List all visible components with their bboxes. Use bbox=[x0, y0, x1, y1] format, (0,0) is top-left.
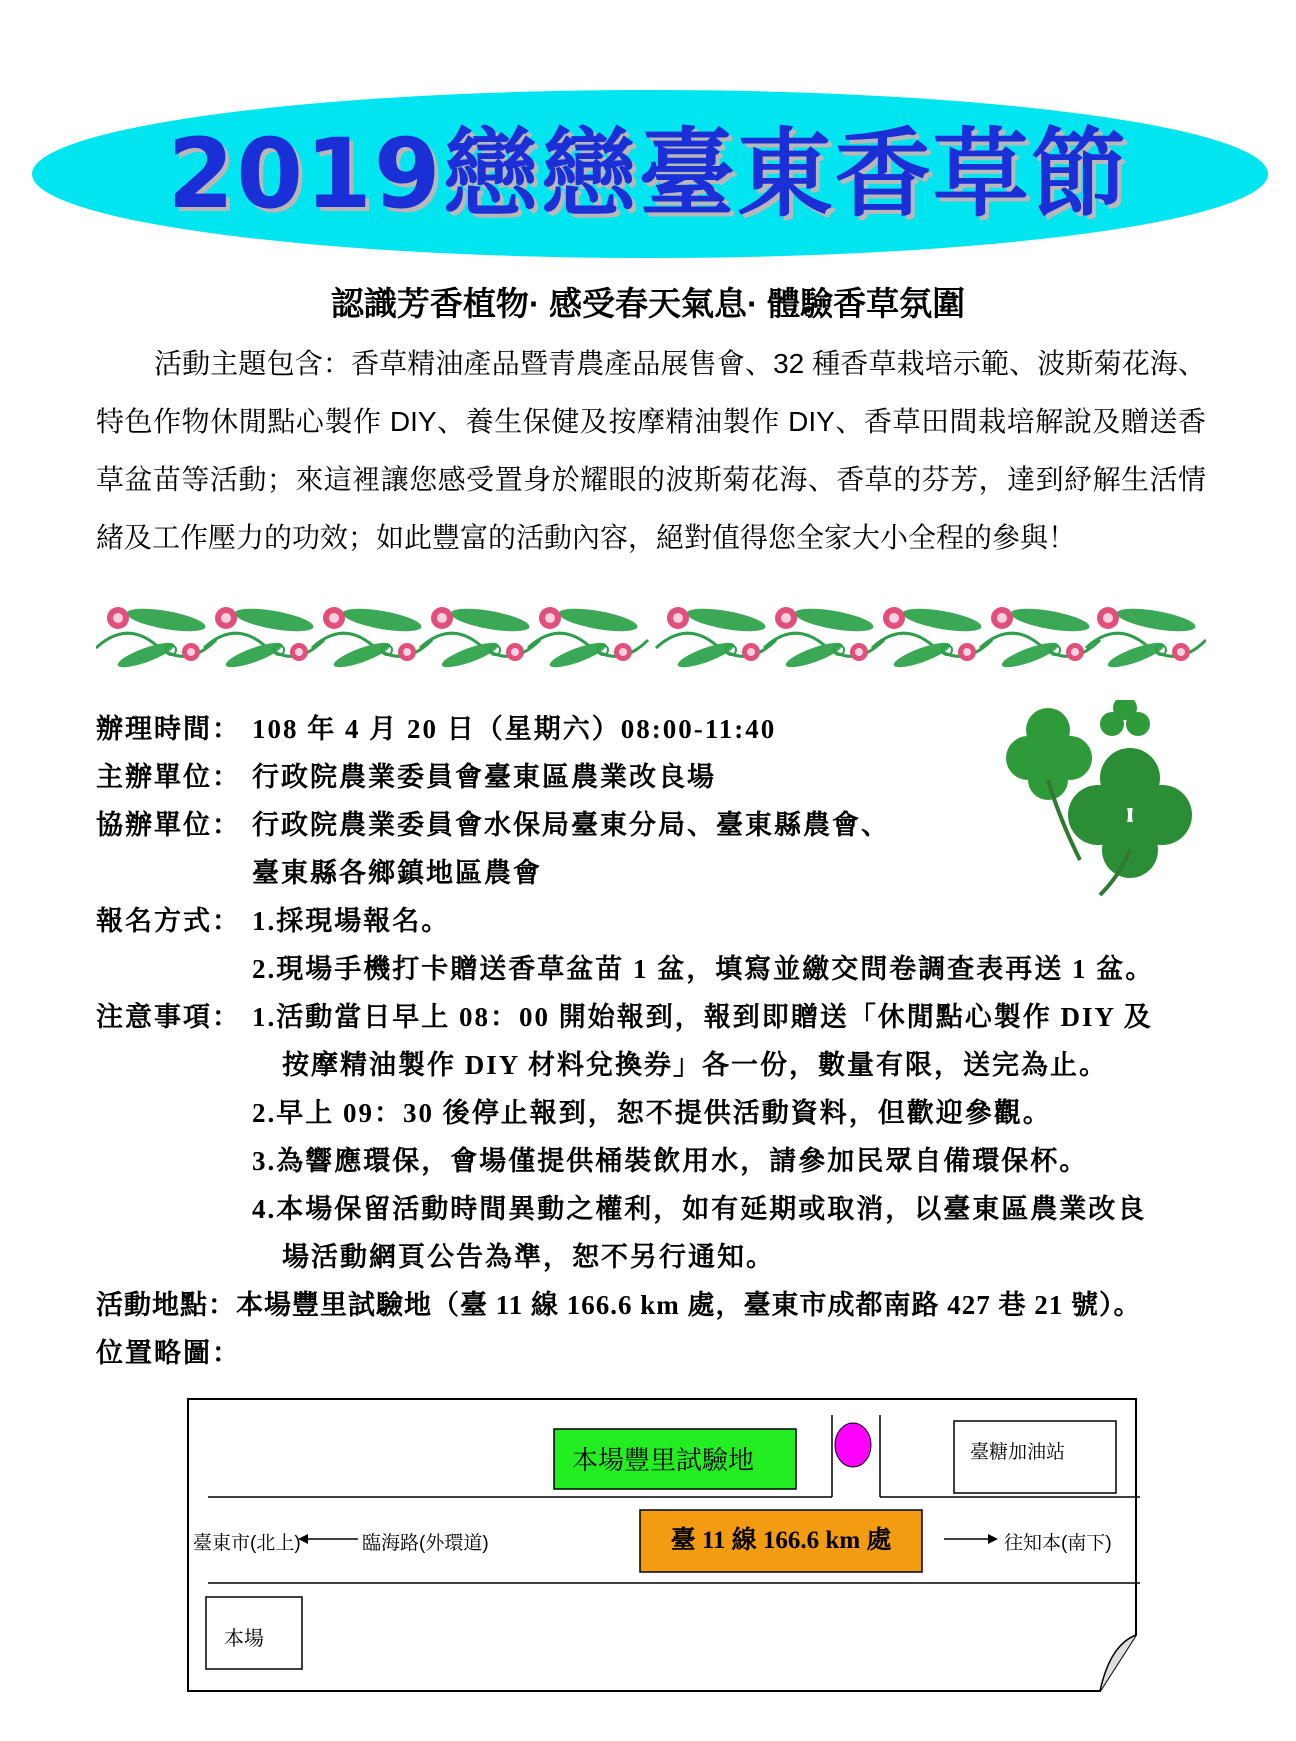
map-label: 位置略圖： bbox=[96, 1338, 241, 1368]
station-label: 本場豐里試驗地 bbox=[572, 1445, 755, 1475]
note-3: 3.為響應環保，會場僅提供桶裝飲用水，請參加民眾自備環保杯。 bbox=[252, 1146, 1089, 1176]
location-marker bbox=[835, 1423, 871, 1467]
note-4b: 場活動網頁公告為準，恕不另行通知。 bbox=[282, 1242, 775, 1272]
time-row bbox=[96, 707, 776, 746]
page-title: 2019戀戀臺東香草節 bbox=[167, 118, 1129, 230]
note-4a: 4.本場保留活動時間異動之權利，如有延期或取消，以臺東區農業改良 bbox=[252, 1194, 1147, 1224]
note-1a: 1.活動當日早上 08：00 開始報到，報到即贈送「休閒點心製作 DIY 及 bbox=[252, 1002, 1153, 1032]
host-value: 行政院農業委員會臺東區農業改良場 bbox=[252, 762, 716, 792]
co-host-row bbox=[96, 803, 890, 842]
location-value: 本場豐里試驗地（臺 11 線 166.6 km 處，臺東市成都南路 427 巷 21 號）。 bbox=[236, 1290, 1142, 1320]
taitung-city-label: 臺東市(北上) bbox=[193, 1533, 301, 1554]
host-row bbox=[96, 755, 716, 794]
host-label: 主辦單位： bbox=[96, 762, 241, 792]
registration-row bbox=[96, 899, 450, 938]
time-value: 108 年 4 月 20 日（星期六）08:00-11:40 bbox=[252, 714, 777, 744]
location-label: 活動地點： bbox=[96, 1290, 236, 1320]
intro-paragraph: 活動主題包含：香草精油產品暨青農產品展售會、32 種香草栽培示範、波斯菊花海、特色作物休閒點心製作 DIY、養生保健及按摩精油製作 DIY、香草田間栽培解說及贈送香草盆苗等活動；來這裡讓您感受置身於耀眼的波斯菊花海、香草的芬芳，達到紓解生活情緒及工作壓力的功效；如此豐富的活動內容，絕對值得您全家大小全程的參與！ bbox=[96, 348, 1206, 553]
co-host-value-2: 臺東縣各鄉鎮地區農會 bbox=[252, 858, 542, 888]
co-host-value-1: 行政院農業委員會水保局臺東分局、臺東縣農會、 bbox=[252, 810, 890, 840]
coastal-road-label: 臨海路(外環道) bbox=[362, 1533, 489, 1554]
location-row bbox=[96, 1283, 1142, 1322]
main-station-label: 本場 bbox=[224, 1628, 264, 1650]
time-label: 辦理時間： bbox=[96, 714, 241, 744]
to-zhiben-label: 往知本(南下) bbox=[1004, 1533, 1112, 1554]
notes-row bbox=[96, 995, 1153, 1034]
clover-image bbox=[1000, 700, 1200, 900]
subtitle: 認識芳香植物· 感受春天氣息· 體驗香草氛圍 bbox=[330, 285, 966, 322]
gas-station-label: 臺糖加油站 bbox=[970, 1442, 1066, 1463]
highway-label: 臺 11 線 166.6 km 處 bbox=[670, 1527, 892, 1554]
registration-item-2: 2.現場手機打卡贈送香草盆苗 1 盆，填寫並繳交問卷調查表再送 1 盆。 bbox=[252, 954, 1155, 984]
registration-label: 報名方式： bbox=[96, 906, 241, 936]
floral-border-decoration bbox=[96, 600, 1206, 670]
co-host-label: 協辦單位： bbox=[96, 810, 241, 840]
notes-label: 注意事項： bbox=[96, 1002, 241, 1032]
note-2: 2.早上 09：30 後停止報到，恕不提供活動資料，但歡迎參觀。 bbox=[252, 1098, 1052, 1128]
registration-item-1: 1.採現場報名。 bbox=[252, 906, 451, 936]
note-1b: 按摩精油製作 DIY 材料兌換券」各一份，數量有限，送完為止。 bbox=[282, 1050, 1109, 1080]
